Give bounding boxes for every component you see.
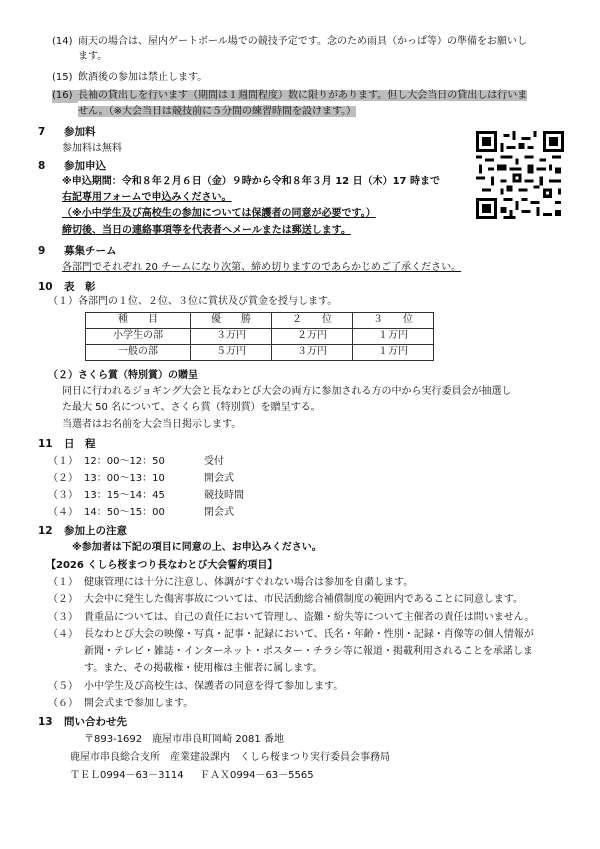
item-number: （１） xyxy=(48,577,78,588)
section-11-heading xyxy=(38,438,96,451)
table-cell: 小学生の部 xyxy=(86,329,191,345)
item-number: （４） xyxy=(48,629,78,640)
office-name: 鹿屋市串良総合支所 産業建設課内 くしら桜まつり実行委員会事務局 xyxy=(70,752,390,763)
fax-number: ＦＡＸ0994－63－5565 xyxy=(200,770,314,781)
section-7-heading xyxy=(38,126,96,139)
table-cell: ２万円 xyxy=(272,329,353,345)
item-15 xyxy=(52,72,207,85)
schedule-event: 受付 xyxy=(204,456,224,467)
sakura-award-title: （２）さくら賞（特別賞）の贈呈 xyxy=(48,370,198,381)
section-title: 参加上の注意 xyxy=(64,525,127,537)
tel-number: ＴＥＬ0994－63－3114 xyxy=(70,770,184,781)
item-number: （４） xyxy=(48,507,78,518)
section-number: 11 xyxy=(38,438,53,450)
item-text: 開会式まで参加します。 xyxy=(84,698,194,709)
item-number: （３） xyxy=(48,490,78,501)
schedule-time: 13：15～14：45 xyxy=(84,490,165,501)
item-14-cont: ます。 xyxy=(78,51,108,62)
pledge-item-cont: す。また、その掲載権・使用権は主催者に属します。 xyxy=(84,663,323,674)
pledge-item xyxy=(48,681,343,694)
schedule-event: 閉会式 xyxy=(204,507,234,518)
schedule-time: 12：00～12：50 xyxy=(84,456,165,467)
item-text: 貴重品については、自己の責任において管理し、盗難・紛失等について主催者の責任は問いません。 xyxy=(84,612,535,623)
item-number: (16) xyxy=(52,90,78,103)
section-7-body: 参加料は無料 xyxy=(62,143,122,154)
item-text: 飲酒後の参加は禁止します。 xyxy=(78,72,208,83)
guardian-consent-note: （※小中学生及び高校生の参加については保護者の同意が必要です。） xyxy=(62,208,376,219)
schedule-row xyxy=(48,490,244,503)
section-title: 問い合わせ先 xyxy=(64,716,127,728)
item-text: 長袖の貸出しを行います（期間は１週間程度）数に限りがあります。但し大会当日の貸出しは行いま xyxy=(78,90,528,101)
schedule-row xyxy=(48,456,224,469)
item-text: 長なわとび大会の映像・写真・記事・記録において、氏名・年齢・性別・記録・肖像等の個人情報が xyxy=(84,629,534,640)
apply-form-note: 右記専用フォームで申込みください。 xyxy=(62,192,232,203)
table-cell: ３万円 xyxy=(272,345,353,361)
schedule-time: 14：50～15：00 xyxy=(84,507,165,518)
table-header: ３ 位 xyxy=(353,313,434,329)
section-number: 10 xyxy=(38,281,53,293)
sakura-award-text: 同日に行われるジョギング大会と長なわとび大会の両方に参加される方の中から実行委員会が抽選し xyxy=(62,386,512,397)
section-10-heading xyxy=(38,281,96,294)
item-number: （２） xyxy=(48,594,78,605)
table-header: 種 目 xyxy=(86,313,191,329)
item-number: (14) xyxy=(52,36,73,47)
section-9-body: 各部門でそれぞれ 20 チームになり次第、締め切りますのであらかじめご了承ください。 xyxy=(62,262,462,273)
schedule-time: 13：00～13：10 xyxy=(84,473,165,484)
table-row xyxy=(86,345,434,361)
pledge-item-cont: 新聞・テレビ・雑誌・インターネット・ポスター・チラシ等に報道・掲載利用されることを承諾しま xyxy=(84,646,533,657)
section-8-heading xyxy=(38,160,106,173)
item-number: (15) xyxy=(52,72,73,83)
item-text: 健康管理には十分に注意し、体調がすぐれない場合は参加を自粛します。 xyxy=(84,577,414,588)
pledge-item xyxy=(48,577,413,590)
schedule-row xyxy=(48,507,234,520)
section-title: 参加料 xyxy=(64,126,96,138)
item-16 xyxy=(52,90,527,103)
section-title: 表 彰 xyxy=(64,281,96,293)
apply-period: ※申込期間：令和８年２月６日（金）９時から令和８年３月 12 日（木）17 時まで xyxy=(62,176,440,187)
section-number: 12 xyxy=(38,525,53,537)
item-number: （１） xyxy=(48,456,78,467)
section-number: 13 xyxy=(38,716,53,728)
item-text: 雨天の場合は、屋内ゲートボール場での競技予定です。念のため雨具（かっぱ等）の準備をお願いし xyxy=(78,36,527,47)
section-title: 日 程 xyxy=(64,438,96,450)
section-12-heading xyxy=(38,525,127,538)
table-header: ２ 位 xyxy=(272,313,353,329)
table-row xyxy=(86,329,434,345)
award-intro: （１）各部門の１位、２位、３位に賞状及び賞金を授与します。 xyxy=(48,296,338,307)
section-9-heading xyxy=(38,245,117,258)
pledge-item xyxy=(48,612,534,625)
consent-notice: ※参加者は下記の項目に同意の上、お申込みください。 xyxy=(72,542,322,553)
sakura-award-text: た最大 50 名について、さくら賞（特別賞）を贈呈する。 xyxy=(62,402,321,413)
section-title: 参加申込 xyxy=(64,160,106,172)
item-number: （３） xyxy=(48,612,78,623)
section-number: 7 xyxy=(38,126,46,138)
item-16-cont xyxy=(78,106,356,119)
table-cell: １万円 xyxy=(353,329,434,345)
table-cell: １万円 xyxy=(353,345,434,361)
item-text: 大会中に発生した傷害事故については、市民活動総合補償制度の範囲内であることに同意します。 xyxy=(84,594,523,605)
pledge-title: 【2026 くしら桜まつり長なわとび大会誓約項目】 xyxy=(46,560,278,571)
contact-after-deadline: 締切後、当日の連絡事項等を代表者へメールまたは郵送します。 xyxy=(62,225,351,236)
contact-numbers xyxy=(70,770,314,783)
table-cell: 一般の部 xyxy=(86,345,191,361)
pledge-item xyxy=(48,594,523,607)
sakura-award-text: 当選者はお名前を大会当日掲示します。 xyxy=(62,419,242,430)
section-number: 8 xyxy=(38,160,46,172)
postal-address: 〒893-1692 鹿屋市串良町岡崎 2081 番地 xyxy=(84,734,284,745)
schedule-event: 競技時間 xyxy=(204,490,244,501)
item-14 xyxy=(52,36,527,49)
section-number: 9 xyxy=(38,245,46,257)
item-number: （５） xyxy=(48,681,78,692)
schedule-row xyxy=(48,473,234,486)
pledge-item xyxy=(48,698,193,711)
item-number: （６） xyxy=(48,698,78,709)
table-header-row xyxy=(86,313,434,329)
item-text: せん。（※大会当日は競技前に５分間の練習時間を設けます。） xyxy=(78,106,357,117)
schedule-event: 開会式 xyxy=(204,473,234,484)
qr-code-icon[interactable] xyxy=(476,131,564,219)
table-cell: ３万円 xyxy=(191,329,272,345)
section-title: 募集チーム xyxy=(64,245,117,257)
item-text: 小中学生及び高校生は、保護者の同意を得て参加します。 xyxy=(84,681,344,692)
pledge-item xyxy=(48,629,534,642)
prize-table xyxy=(85,312,434,361)
section-13-heading xyxy=(38,716,127,729)
item-number: （２） xyxy=(48,473,78,484)
table-header: 優 勝 xyxy=(191,313,272,329)
table-cell: ５万円 xyxy=(191,345,272,361)
